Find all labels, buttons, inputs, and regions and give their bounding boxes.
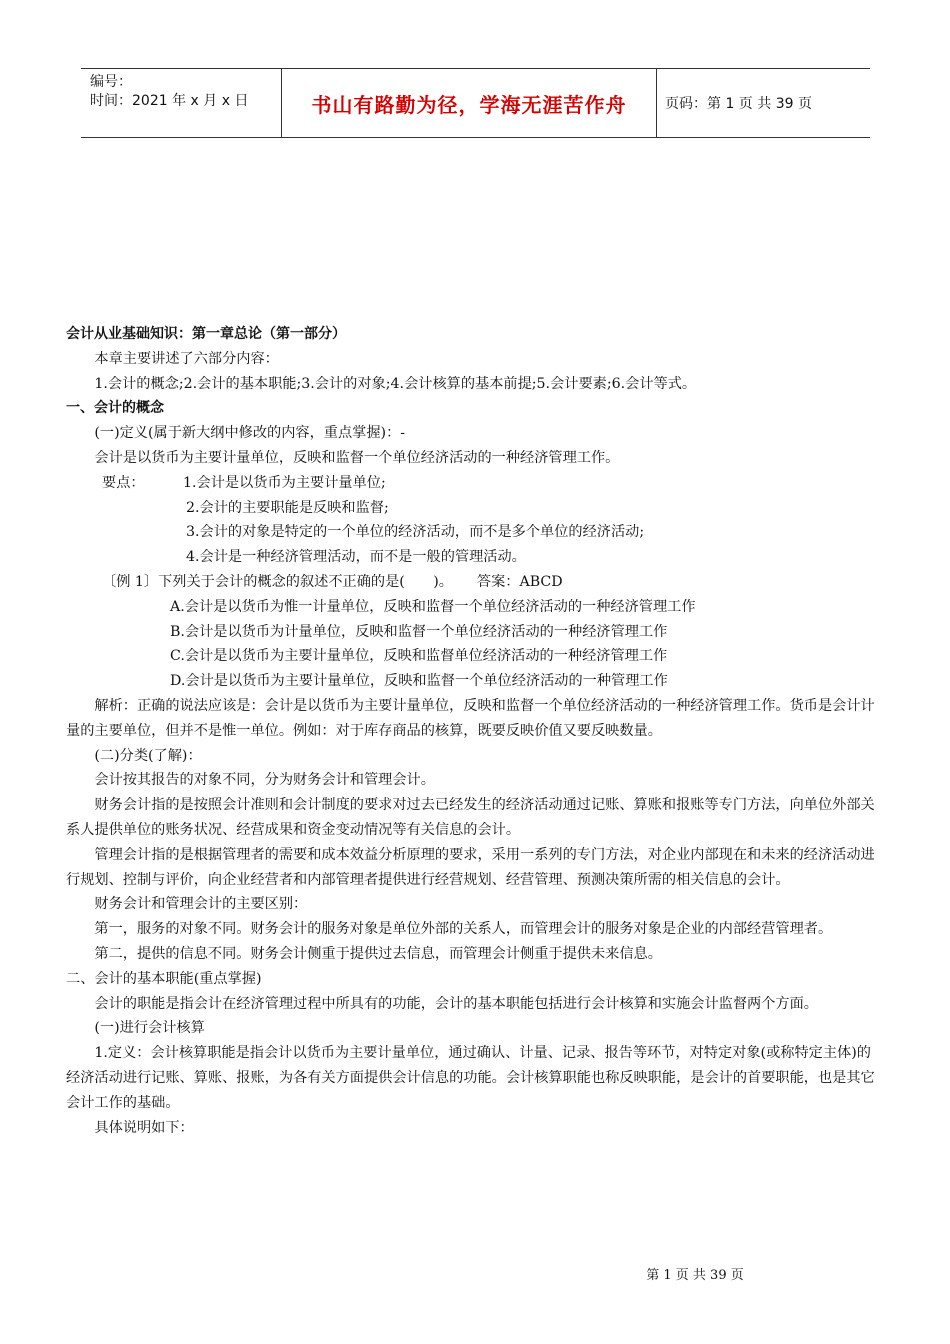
option-d: D.会计是以货币为主要计量单位，反映和监督一个单位经济活动的一种管理工作 [170,673,668,690]
header-motto: 书山有路勤为径，学海无涯苦作舟 [281,69,657,137]
header-meta [81,69,281,137]
doc-title: 会计从业基础知识：第一章总论（第一部分） [66,326,346,342]
financial-accounting-text: 财务会计指的是按照会计准则和会计制度的要求对过去已经发生的经济活动通过记账、算账和报账等专门方法，向单位外部关系人提供单位的账务状况、经营成果和资金变动情况等有关信息的会计。 [66,797,875,838]
example-question: 〔例 1〕下列关于会计的概念的叙述不正确的是( )。 [102,573,453,590]
key-point-text: 1.会计是以货币为主要计量单位; [183,474,386,491]
definition-text: 会计是以货币为主要计量单位，反映和监督一个单位经济活动的一种经济管理工作。 [94,449,620,466]
document-body [66,322,878,1140]
option-c: C.会计是以货币为主要计量单位，反映和监督单位经济活动的一种经济管理工作 [170,648,668,665]
classification-heading: (二)分类(了解)： [94,747,202,764]
doc-number-label: 编号： [90,74,132,90]
header-table [81,68,870,138]
key-point-4: 4.会计是一种经济管理活动，而不是一般的管理活动。 [186,549,526,566]
option-b: B.会计是以货币为计量单位，反映和监督一个单位经济活动的一种经济管理工作 [170,623,668,640]
differences-heading: 财务会计和管理会计的主要区别： [94,896,308,913]
intro-text: 本章主要讲述了六部分内容： [94,350,279,367]
example-1 [66,570,878,595]
header-page-info: 页码：第 1 页 共 39 页 [665,96,812,112]
analysis-text: 解析：正确的说法应该是：会计是以货币为主要计量单位，反映和监督一个单位经济活动的一种经济管理工作。货币是会计计量的主要单位，但并不是惟一单位。例如：对于库存商品的核算，既要反映价值又要反映数量。 [66,697,875,739]
section-2-intro: 会计的职能是指会计在经济管理过程中所具有的功能，会计的基本职能包括进行会计核算和实施会计监督两个方面。 [94,995,818,1012]
key-point-3: 3.会计的对象是特定的一个单位的经济活动，而不是多个单位的经济活动; [186,524,645,541]
section-1-title: 一、会计的概念 [66,400,164,417]
difference-1: 第一，服务的对象不同。财务会计的服务对象是单位外部的关系人，而管理会计的服务对象是企业的内部经营管理者。 [94,921,833,938]
section-2-title: 二、会计的基本职能(重点掌握) [66,970,262,987]
management-accounting-text: 管理会计指的是根据管理者的需要和成本效益分析原理的要求，采用一系列的专门方法，对企业内部现在和未来的经济活动进行规划、控制与评价，向企业经营者和内部管理者提供进行经营规划、经营管理、预测决策所需的相关信息的会计。 [66,846,875,888]
classification-text: 会计按其报告的对象不同，分为财务会计和管理会计。 [94,772,435,789]
page-footer: 第 1 页 共 39 页 [646,1268,744,1283]
doc-date: 时间：2021 年 x 月 x 日 [90,93,249,109]
section-2-detail: 具体说明如下： [94,1119,194,1136]
key-points-label: 要点： [102,474,145,491]
difference-2: 第二，提供的信息不同。财务会计侧重于提供过去信息，而管理会计侧重于提供未来信息。 [94,945,662,962]
key-point-1 [66,471,878,496]
toc-text: 1.会计的概念;2.会计的基本职能;3.会计的对象;4.会计核算的基本前提;5.会计要素;6.会计等式。 [94,375,697,392]
definition-heading: (一)定义(属于新大纲中修改的内容，重点掌握)：- [94,425,406,442]
option-a: A.会计是以货币为惟一计量单位，反映和监督一个单位经济活动的一种经济管理工作 [170,598,696,615]
section-2-subheading: (一)进行会计核算 [94,1020,205,1037]
section-2-definition: 1.定义：会计核算职能是指会计以货币为主要计量单位，通过确认、计量、记录、报告等环节，对特定对象(或称特定主体)的经济活动进行记账、算账、报账，为各有关方面提供会计信息的功能。会计核算职能也称反映职能，是会计的首要职能，也是其它会计工作的基础。 [66,1045,875,1111]
example-answer: 答案：ABCD [476,573,563,590]
key-point-2: 2.会计的主要职能是反映和监督; [186,499,389,516]
